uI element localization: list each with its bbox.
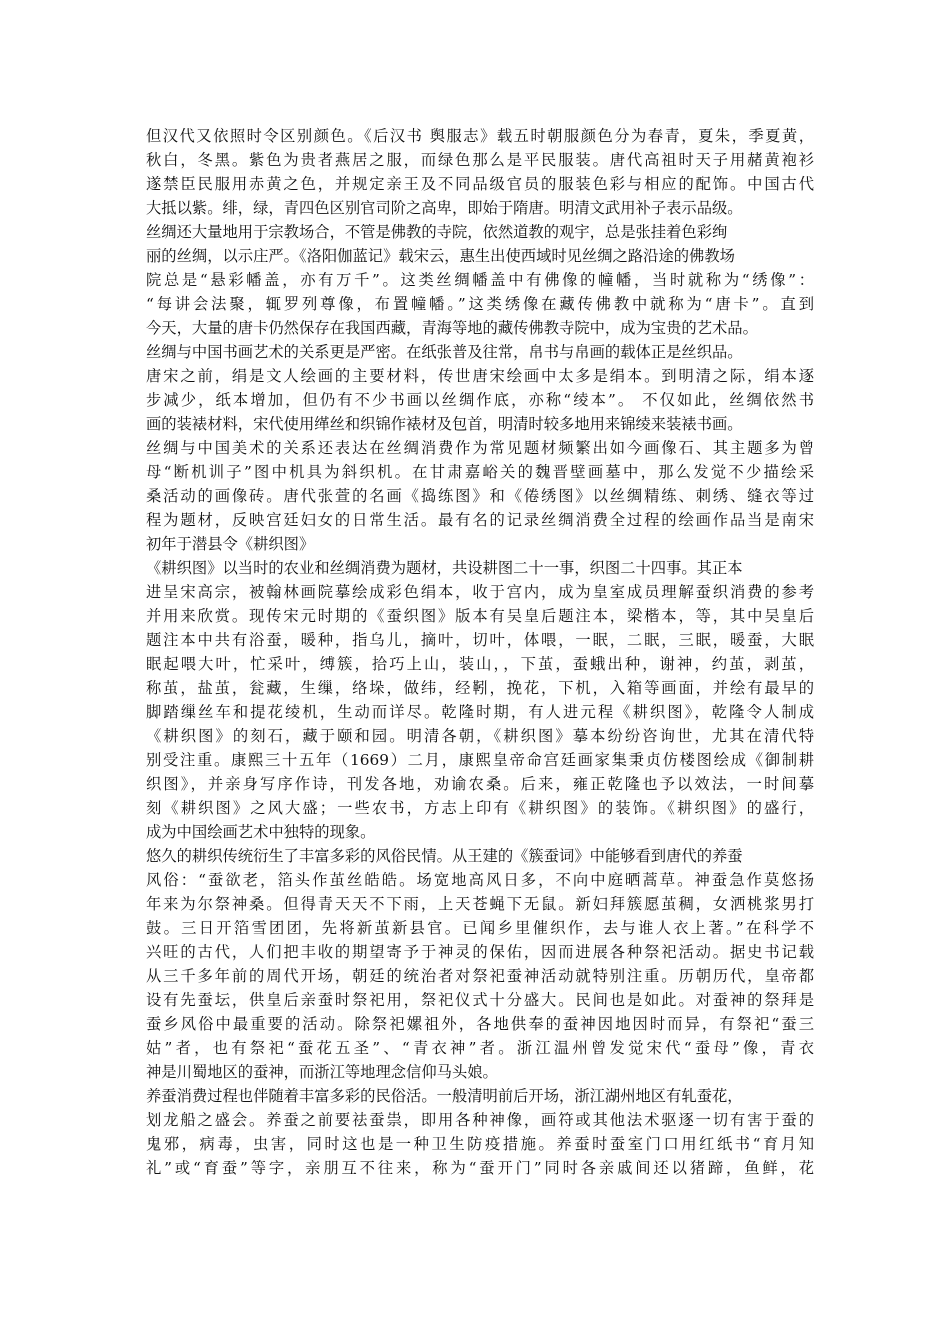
document-body: [146, 124, 814, 1180]
text-line: 丝绸与中国美术的关系还表达在丝绸消费作为常见题材频繁出如今画像石、其主题多为曾: [146, 439, 814, 457]
text-line: 并用来欣赏。现传宋元时期的《蚕织图》版本有吴皇后题注本，梁楷本，等，其中吴皇后: [146, 607, 814, 625]
text-line: 遂禁臣民服用赤黄之色，并规定亲王及不同品级官员的服装色彩与相应的配饰。中国古代: [146, 175, 814, 193]
text-line: 院总是“悬彩幡盖，亦有万千”。这类丝绸幡盖中有佛像的幢幡，当时就称为“绣像”：: [146, 271, 814, 289]
text-line: 桑活动的画像砖。唐代张萱的名画《捣练图》和《倦绣图》以丝绸精练、刺绣、缝衣等过: [146, 487, 814, 505]
text-line: 眠起喂大叶，忙采叶，缚簇，拾巧上山，装山，，下茧，蚕蛾出种，谢神，约茧，剥茧，: [146, 655, 814, 673]
text-line: 礼”或“育蚕”等字，亲朋互不往来，称为“蚕开门”同时各亲戚间还以猪蹄，鱼鲜，花: [146, 1159, 814, 1177]
text-line: 别受注重。康熙三十五年（1669）二月，康熙皇帝命宫廷画家集秉贞仿楼图绘成《御制耕: [146, 751, 814, 769]
text-line: 鬼邪，病毒，虫害，同时这也是一种卫生防疫措施。养蚕时蚕室门口用红纸书“育月知: [146, 1135, 814, 1153]
text-line: 步减少，纸本增加，但仍有不少书画以丝绸作底，亦称“绫本”。 不仅如此，丝绸依然书: [146, 391, 814, 409]
text-line: 今天，大量的唐卡仍然保存在我国西藏，青海等地的藏传佛教寺院中，成为宝贵的艺术品。: [146, 319, 758, 337]
text-line: 脚踏缫丝车和提花绫机，生动而详尽。乾隆时期，有人进元程《耕织图》，乾隆令人制成: [146, 703, 814, 721]
text-line: 初年于潜县令《耕织图》: [146, 535, 315, 553]
text-line: 养蚕消费过程也伴随着丰富多彩的民俗活。一般清明前后开场，浙江湖州地区有轧蚕花，: [146, 1087, 743, 1105]
text-line: 母“断机训子”图中机具为斜织机。在甘肃嘉峪关的魏晋壁画墓中，那么发觉不少描绘采: [146, 463, 814, 481]
text-line: 秋白，冬黑。紫色为贵者燕居之服，而绿色那么是平民服装。唐代高祖时天子用赭黄袍衫: [146, 151, 814, 169]
text-line: 进呈宋高宗，被翰林画院摹绘成彩色绢本，收于宫内，成为皇室成员理解蚕织消费的参考: [146, 583, 814, 601]
text-line: 程为题材，反映宫廷妇女的日常生活。最有名的记录丝绸消费全过程的绘画作品当是南宋: [146, 511, 814, 529]
text-line: 大抵以紫。绯，绿，青四色区别官司阶之高卑，即始于隋唐。明清文武用补子表示品级。: [146, 199, 743, 217]
text-line: 蚕乡风俗中最重要的活动。除祭祀嫘祖外，各地供奉的蚕神因地因时而异，有祭祀“蚕三: [146, 1015, 814, 1033]
text-line: 题注本中共有浴蚕，暖种，指乌儿，摘叶，切叶，体喂，一眠，二眠，三眠，暖蚕，大眠: [146, 631, 814, 649]
text-line: 姑”者，也有祭祀“蚕花五圣”、“青衣神”者。浙江温州曾发觉宋代“蚕母”像，青衣: [146, 1039, 814, 1057]
text-line: 丝绸还大量地用于宗教场合，不管是佛教的寺院，依然道教的观宇，总是张挂着色彩绚: [146, 223, 728, 241]
text-line: 成为中国绘画艺术中独特的现象。: [146, 823, 376, 841]
text-line: “每讲会法聚，辄罗列尊像，布置幢幡。”这类绣像在藏传佛教中就称为“唐卡”。直到: [146, 295, 814, 313]
text-line: 画的装裱材料，宋代使用缂丝和织锦作裱材及包首，明清时较多地用来锦绫来装裱书画。: [146, 415, 743, 433]
text-line: 从三千多年前的周代开场，朝廷的统治者对祭祀蚕神活动就特别注重。历朝历代，皇帝都: [146, 967, 814, 985]
text-line: 悠久的耕织传统衍生了丰富多彩的风俗民情。从王建的《簇蚕词》中能够看到唐代的养蚕: [146, 847, 743, 865]
text-line: 鼓。三日开箔雪团团，先将新茧新县官。已闻乡里催织作，去与谁人衣上著。”在科学不: [146, 919, 814, 937]
text-line: 《耕织图》的刻石，藏于颐和园。明清各朝，《耕织图》摹本纷纷咨询世，尤其在清代特: [146, 727, 814, 745]
text-line: 唐宋之前，绢是文人绘画的主要材料，传世唐宋绘画中太多是绢本。到明清之际，绢本逐: [146, 367, 814, 385]
text-line: 神是川蜀地区的蚕神，而浙江等地理念信仰马头娘。: [146, 1063, 498, 1081]
text-line: 刻《耕织图》之风大盛；一些农书，方志上印有《耕织图》的装饰。《耕织图》的盛行，: [146, 799, 814, 817]
text-line: 称茧，盐茧，瓮藏，生缫，络垛，做纬，经靷，挽花，下机，入箱等画面，并绘有最早的: [146, 679, 814, 697]
text-line: 织图》，并亲身写序作诗，刊发各地，劝谕农桑。后来，雍正乾隆也予以效法，一时间摹: [146, 775, 814, 793]
text-line: 划龙船之盛会。养蚕之前要祛蚕祟，即用各种神像，画符或其他法术驱逐一切有害于蚕的: [146, 1111, 814, 1129]
text-line: 年来为尔祭神桑。但得青天天不下雨，上天苍蝇下无鼠。新妇拜簇愿茧稠，女洒桃浆男打: [146, 895, 814, 913]
text-line: 设有先蚕坛，供皇后亲蚕时祭祀用，祭祀仪式十分盛大。民间也是如此。对蚕神的祭拜是: [146, 991, 814, 1009]
text-line: 风俗：“蚕欲老，箔头作茧丝皓皓。场宽地高风日多，不向中庭晒蒿草。神蚕急作莫悠扬: [146, 871, 814, 889]
text-line: 丽的丝绸，以示庄严。《洛阳伽蓝记》载宋云，惠生出使西域时见丝绸之路沿途的佛教场: [146, 247, 735, 265]
text-line: 丝绸与中国书画艺术的关系更是严密。在纸张普及往常，帛书与帛画的载体正是丝织品。: [146, 343, 743, 361]
text-line: 但汉代又依照时令区别颜色。《后汉书 舆服志》载五时朝服颜色分为春青，夏朱，季夏黄，: [146, 127, 814, 145]
text-line: 《耕织图》以当时的农业和丝绸消费为题材，共设耕图二十一事，织图二十四事。其正本: [146, 559, 743, 577]
text-line: 兴旺的古代，人们把丰收的期望寄予于神灵的保佑，因而进展各种祭祀活动。据史书记载: [146, 943, 814, 961]
